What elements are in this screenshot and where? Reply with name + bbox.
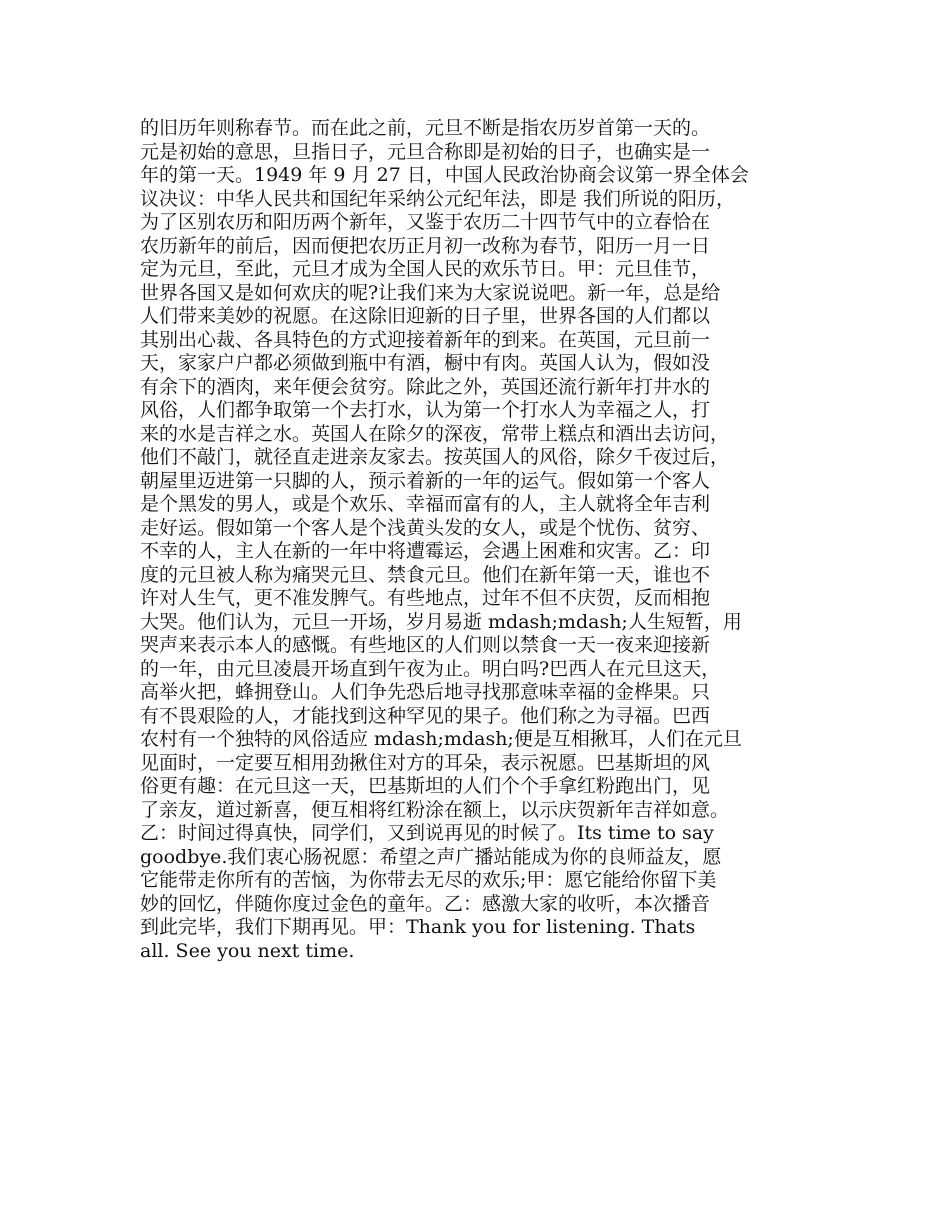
text-line: 农村有一个独特的风俗适应 mdash;mdash;便是互相揪耳，人们在元旦: [140, 728, 742, 750]
text-line: 妙的回忆，伴随你度过金色的童年。乙：感激大家的收听，本次播音: [140, 892, 711, 915]
text-line: 他们不敲门，就径直走进亲友家去。按英国人的风俗，除夕千夜过后，: [140, 446, 730, 468]
text-line: 许对人生气，更不准发脾气。有些地点，过年不但不庆贺，反而相抱: [140, 587, 711, 609]
text-line: 有不畏艰险的人，才能找到这种罕见的果子。他们称之为寻福。巴西: [140, 704, 711, 727]
text-line: 元是初始的意思，旦指日子，元旦合称即是初始的日子，也确实是一: [140, 140, 711, 163]
text-line: 俗更有趣：在元旦这一天，巴基斯坦的人们个个手拿红粉跑出门，见: [140, 775, 711, 797]
text-line: 大哭。他们认为，元旦一开场，岁月易逝 mdash;mdash;人生短暂，用: [140, 610, 742, 633]
text-line: 的旧历年则称春节。而在此之前，元旦不断是指农历岁首第一天的。: [140, 117, 711, 139]
text-line: 定为元旦，至此，元旦才成为全国人民的欢乐节日。甲：元旦佳节，: [140, 258, 711, 280]
text-line: 世界各国又是如何欢庆的呢?让我们来为大家说说吧。新一年，总是给: [140, 281, 721, 304]
text-line: 乙：时间过得真快，同学们，又到说再见的时候了。Its time to say: [140, 822, 714, 844]
text-line: 哭声来表示本人的感慨。有些地区的人们则以禁食一天一夜来迎接新: [140, 634, 711, 656]
text-line: 来的水是吉祥之水。英国人在除夕的深夜，常带上糕点和酒出去访问，: [140, 422, 730, 445]
body-text: [140, 117, 830, 963]
text-line: 有余下的酒肉，来年便会贫穷。除此之外，英国还流行新年打井水的: [140, 375, 711, 398]
text-line: 见面时，一定要互相用劲揪住对方的耳朵，表示祝愿。巴基斯坦的风: [140, 751, 711, 774]
text-line: 走好运。假如第一个客人是个浅黄头发的女人，或是个忧伤、贫穷、: [140, 516, 711, 539]
text-line: 朝屋里迈进第一只脚的人，预示着新的一年的运气。假如第一个客人: [140, 469, 711, 492]
text-line: 年的第一天。1949 年 9 月 27 日，中国人民政治协商会议第一界全体会: [140, 164, 749, 186]
text-line: 农历新年的前后，因而便把农历正月初一改称为春节，阳历一月一日: [140, 234, 711, 257]
text-line: goodbye.我们衷心肠祝愿：希望之声广播站能成为你的良师益友，愿: [140, 845, 722, 868]
text-line: 度的元旦被人称为痛哭元旦、禁食元旦。他们在新年第一天，谁也不: [140, 563, 711, 586]
text-line: 天，家家户户都必须做到瓶中有酒，橱中有肉。英国人认为，假如没: [140, 352, 711, 374]
text-line: 高举火把，蜂拥登山。人们争先恐后地寻找那意味幸福的金桦果。只: [140, 681, 711, 703]
text-line: 到此完毕，我们下期再见。甲：Thank you for listening. Thats: [140, 916, 696, 938]
text-line: 是个黑发的男人，或是个欢乐、幸福而富有的人，主人就将全年吉利: [140, 493, 711, 515]
text-line: all. See you next time.: [140, 939, 355, 962]
text-line: 人们带来美妙的祝愿。在这除旧迎新的日子里，世界各国的人们都以: [140, 305, 711, 327]
text-line: 了亲友，道过新喜，便互相将红粉涂在额上，以示庆贺新年吉祥如意。: [140, 798, 730, 821]
text-line: 议决议：中华人民共和国纪年采纳公元纪年法，即是 我们所说的阳历，: [140, 187, 736, 210]
text-line: 为了区别农历和阳历两个新年，又鉴于农历二十四节气中的立春恰在: [140, 211, 711, 233]
text-line: 的一年，由元旦凌晨开场直到午夜为止。明白吗?巴西人在元旦这天，: [140, 657, 721, 680]
text-line: 不幸的人，主人在新的一年中将遭霉运，会遇上困难和灾害。乙：印: [140, 540, 711, 562]
text-line: 其别出心裁、各具特色的方式迎接着新年的到来。在英国，元旦前一: [140, 328, 711, 351]
text-line: 风俗，人们都争取第一个去打水，认为第一个打水人为幸福之人，打: [140, 399, 711, 421]
text-line: 它能带走你所有的苦恼，为你带去无尽的欢乐;甲：愿它能给你留下美: [140, 869, 717, 891]
